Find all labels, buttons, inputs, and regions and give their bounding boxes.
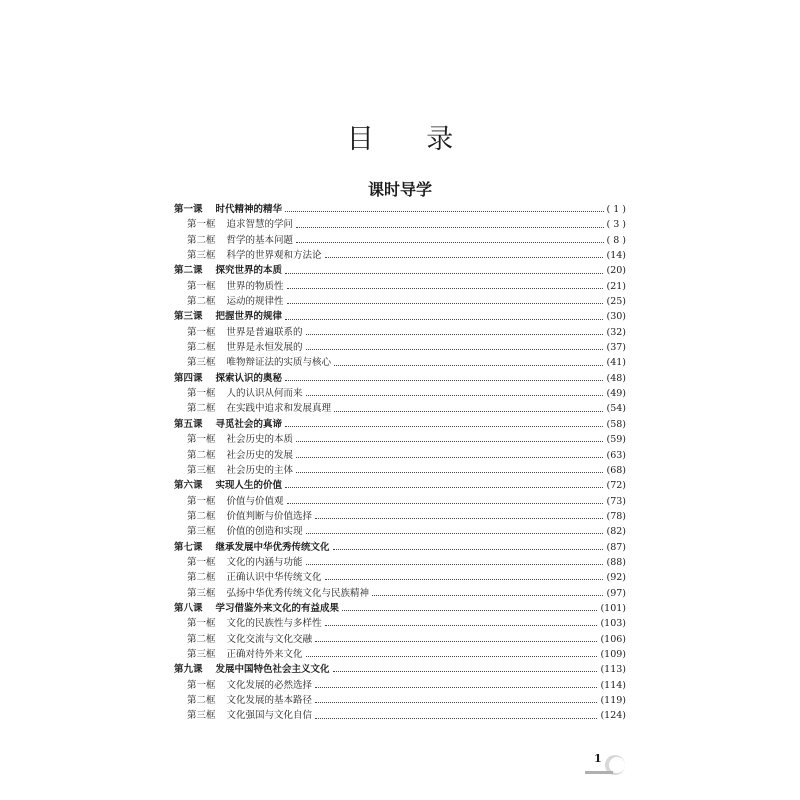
toc-entry-label: [174, 417, 282, 432]
toc-lesson-row: [174, 263, 626, 278]
dot-leader: [285, 273, 603, 274]
toc-entry-title: 运动的规律性: [226, 296, 284, 308]
toc-entry-title: 探究世界的本质: [215, 265, 283, 277]
toc-entry-label: [174, 570, 322, 585]
toc-entry-page: (25): [606, 296, 626, 308]
toc-section-row: [174, 248, 626, 263]
toc-entry-title: 学习借鉴外来文化的有益成果: [215, 602, 340, 614]
toc-entry-page: (32): [606, 326, 626, 338]
dot-leader: [306, 564, 604, 565]
dot-leader: [287, 288, 604, 289]
toc-entry-page: (106): [600, 633, 626, 645]
toc-entry-page: (14): [606, 250, 626, 262]
dot-leader: [342, 610, 597, 611]
toc-entry-number: 第二框: [187, 342, 216, 354]
toc-entry-number: 第七课: [174, 541, 203, 553]
dot-leader: [306, 395, 604, 396]
toc-entry-page: (59): [606, 434, 626, 446]
toc-entry-number: 第一框: [187, 679, 216, 691]
toc-entry-title: 把握世界的规律: [215, 311, 283, 323]
toc-entry-label: [174, 478, 282, 493]
toc-entry-page: (63): [606, 449, 626, 461]
dot-leader: [315, 687, 597, 688]
toc-section-row: [174, 217, 626, 232]
toc-entry-title: 人的认识从何而来: [226, 388, 303, 400]
toc-entry-number: 第一框: [187, 495, 216, 507]
toc-entry-label: [174, 233, 293, 248]
toc-entry-label: [174, 202, 282, 217]
toc-entry-number: 第二框: [187, 572, 216, 584]
toc-entry-title: 价值与价值观: [226, 495, 284, 507]
toc-section-row: [174, 678, 626, 693]
toc-entry-label: [174, 494, 284, 509]
toc-entry-label: [174, 662, 330, 677]
dot-leader: [296, 457, 603, 458]
dot-leader: [296, 472, 603, 473]
toc-entry-number: 第三框: [187, 464, 216, 476]
toc-entry-title: 科学的世界观和方法论: [226, 250, 322, 262]
toc-entry-label: [174, 325, 303, 340]
toc-entry-label: [174, 693, 312, 708]
dot-leader: [296, 227, 603, 228]
toc-entry-label: [174, 616, 322, 631]
toc-entry-number: 第二框: [187, 296, 216, 308]
toc-entry-page: (113): [600, 664, 626, 676]
toc-entry-page: (73): [606, 495, 626, 507]
dot-leader: [333, 549, 604, 550]
toc-entry-label: [174, 386, 303, 401]
toc-entry-page: (78): [606, 510, 626, 522]
toc-entry-label: [174, 309, 282, 324]
toc-section-row: [174, 279, 626, 294]
toc-entry-number: 第一课: [174, 204, 203, 215]
toc-lesson-row: [174, 478, 626, 493]
toc-entry-number: 第二框: [187, 695, 216, 706]
toc-entry-number: 第一框: [187, 219, 216, 231]
toc-entry-number: 第二框: [187, 234, 216, 246]
toc-entry-page: (109): [600, 648, 626, 660]
toc-entry-label: [174, 540, 330, 555]
toc-entry-label: [174, 708, 312, 723]
toc-entry-number: 第三框: [187, 648, 216, 660]
toc-entry-number: 第一框: [187, 556, 216, 568]
toc-section-row: [174, 294, 626, 309]
toc-entry-title: 继承发展中华优秀传统文化: [215, 541, 330, 553]
dot-leader: [306, 334, 604, 335]
toc-entry-number: 第二框: [187, 449, 216, 461]
toc-entry-number: 第三框: [187, 710, 216, 722]
toc-entry-number: 第二课: [174, 265, 203, 277]
dot-leader: [315, 702, 597, 703]
toc-entry-title: 文化交流与文化交融: [226, 633, 313, 645]
toc-entry-page: (72): [606, 480, 626, 492]
toc-title: 目 录: [346, 124, 476, 155]
toc-entry-number: 第二框: [187, 510, 216, 522]
toc-entry-page: (87): [606, 541, 626, 553]
toc-entry-number: 第三框: [187, 526, 216, 538]
toc-entry-title: 世界是永恒发展的: [226, 342, 303, 354]
toc-entry-page: (124): [600, 710, 626, 722]
toc-entry-title: 价值的创造和实现: [226, 526, 303, 538]
dot-leader: [325, 257, 604, 258]
toc-entry-label: [174, 555, 303, 570]
toc-entry-page: (97): [606, 587, 626, 599]
toc-section-row: [174, 616, 626, 631]
dot-leader: [315, 518, 603, 519]
dot-leader: [287, 503, 604, 504]
dot-leader: [285, 211, 603, 212]
toc-entry-number: 第三框: [187, 357, 216, 369]
toc-entry-number: 第一框: [187, 388, 216, 400]
toc-entry-number: 第八课: [174, 602, 203, 614]
toc-entry-page: (30): [606, 311, 626, 323]
toc-entry-title: 社会历史的发展: [226, 449, 294, 461]
toc-entry-title: 追求智慧的学问: [226, 219, 294, 231]
dot-leader: [296, 242, 603, 243]
toc-section-row: [174, 708, 626, 723]
toc-entry-label: [174, 217, 293, 232]
toc-section-row: [174, 463, 626, 478]
toc-entry-page: ( 1 ): [606, 204, 626, 215]
toc-entry-title: 世界是普遍联系的: [226, 326, 303, 338]
toc-entry-label: [174, 509, 312, 524]
table-of-contents: [174, 202, 626, 724]
dot-leader: [306, 533, 604, 534]
toc-lesson-row: [174, 540, 626, 555]
toc-lesson-row: [174, 662, 626, 677]
dot-leader: [285, 319, 603, 320]
toc-section-row: [174, 448, 626, 463]
toc-lesson-row: [174, 309, 626, 324]
toc-lesson-row: [174, 601, 626, 616]
toc-entry-label: [174, 401, 331, 416]
toc-entry-label: [174, 601, 339, 616]
toc-entry-page: (48): [606, 372, 626, 384]
dot-leader: [306, 349, 604, 350]
toc-lesson-row: [174, 371, 626, 386]
toc-entry-title: 哲学的基本问题: [226, 234, 294, 246]
toc-section-row: [174, 693, 626, 708]
dot-leader: [285, 487, 603, 488]
toc-entry-number: 第四课: [174, 372, 203, 384]
toc-entry-label: [174, 463, 293, 478]
toc-entry-number: 第一框: [187, 434, 216, 446]
toc-entry-label: [174, 647, 303, 662]
toc-entry-label: [174, 371, 282, 386]
toc-section-row: [174, 432, 626, 447]
toc-section-row: [174, 386, 626, 401]
toc-entry-title: 世界的物质性: [226, 280, 284, 292]
toc-section-row: [174, 509, 626, 524]
toc-entry-label: [174, 632, 312, 647]
toc-section-row: [174, 586, 626, 601]
toc-entry-title: 正确认识中华传统文化: [226, 572, 322, 584]
page-number-badge: [585, 752, 625, 776]
toc-entry-title: 文化的内涵与功能: [226, 556, 303, 568]
toc-entry-page: (103): [600, 618, 626, 630]
toc-entry-number: 第六课: [174, 480, 203, 492]
page-number: 1: [594, 752, 602, 765]
toc-section-row: [174, 401, 626, 416]
toc-entry-label: [174, 448, 293, 463]
toc-entry-label: [174, 294, 284, 309]
toc-section-row: [174, 632, 626, 647]
toc-entry-title: 文化发展的基本路径: [226, 695, 313, 706]
toc-entry-page: (37): [606, 342, 626, 354]
toc-entry-page: (49): [606, 388, 626, 400]
toc-entry-title: 社会历史的主体: [226, 464, 294, 476]
toc-entry-title: 时代精神的精华: [215, 204, 283, 215]
toc-entry-title: 社会历史的本质: [226, 434, 294, 446]
dot-leader: [306, 656, 598, 657]
toc-entry-number: 第一框: [187, 618, 216, 630]
toc-entry-page: (92): [606, 572, 626, 584]
toc-entry-title: 实现人生的价值: [215, 480, 283, 492]
toc-entry-page: (41): [606, 357, 626, 369]
toc-section-row: [174, 494, 626, 509]
dot-leader: [334, 365, 603, 366]
toc-entry-title: 在实践中追求和发展真理: [226, 403, 332, 415]
toc-entry-page: (88): [606, 556, 626, 568]
dot-leader: [325, 625, 598, 626]
toc-entry-page: (101): [600, 602, 626, 614]
toc-section-row: [174, 355, 626, 370]
toc-entry-title: 文化强国与文化自信: [226, 710, 313, 722]
toc-entry-number: 第三框: [187, 250, 216, 262]
toc-entry-number: 第九课: [174, 664, 203, 676]
toc-section-row: [174, 647, 626, 662]
toc-entry-page: (119): [600, 695, 626, 706]
toc-entry-number: 第一框: [187, 280, 216, 292]
toc-entry-title: 文化发展的必然选择: [226, 679, 313, 691]
toc-entry-page: ( 3 ): [606, 219, 626, 231]
toc-section-row: [174, 524, 626, 539]
toc-entry-label: [174, 432, 293, 447]
toc-entry-page: (114): [600, 679, 626, 691]
toc-entry-label: [174, 263, 282, 278]
toc-entry-label: [174, 248, 322, 263]
toc-section-row: [174, 555, 626, 570]
dot-leader: [296, 441, 603, 442]
toc-entry-number: 第二框: [187, 403, 216, 415]
toc-entry-page: ( 8 ): [606, 234, 626, 246]
toc-entry-title: 探索认识的奥秘: [215, 372, 283, 384]
dot-leader: [285, 426, 603, 427]
dot-leader: [333, 671, 598, 672]
toc-entry-title: 寻觅社会的真谛: [215, 418, 283, 430]
toc-section-row: [174, 325, 626, 340]
toc-entry-title: 唯物辩证法的实质与核心: [226, 357, 332, 369]
dot-leader: [285, 380, 603, 381]
toc-entry-number: 第三课: [174, 311, 203, 323]
toc-entry-label: [174, 524, 303, 539]
toc-entry-page: (21): [606, 280, 626, 292]
toc-lesson-row: [174, 202, 626, 217]
toc-entry-number: 第三框: [187, 587, 216, 599]
toc-entry-label: [174, 586, 369, 601]
toc-entry-label: [174, 678, 312, 693]
toc-entry-number: 第一框: [187, 326, 216, 338]
dot-leader: [315, 718, 597, 719]
toc-lesson-row: [174, 417, 626, 432]
toc-subtitle: 课时导学: [367, 180, 432, 199]
toc-section-row: [174, 570, 626, 585]
toc-entry-page: (68): [606, 464, 626, 476]
dot-leader: [325, 579, 604, 580]
toc-entry-title: 正确对待外来文化: [226, 648, 303, 660]
toc-entry-page: (54): [606, 403, 626, 415]
toc-section-row: [174, 340, 626, 355]
toc-entry-title: 价值判断与价值选择: [226, 510, 313, 522]
toc-entry-label: [174, 279, 284, 294]
toc-entry-title: 弘扬中华优秀传统文化与民族精神: [226, 587, 370, 599]
dot-leader: [334, 411, 603, 412]
toc-entry-label: [174, 355, 331, 370]
toc-entry-page: (20): [606, 265, 626, 277]
toc-entry-label: [174, 340, 303, 355]
toc-entry-title: 文化的民族性与多样性: [226, 618, 322, 630]
toc-entry-number: 第二框: [187, 633, 216, 645]
dot-leader: [372, 595, 603, 596]
toc-entry-title: 发展中国特色社会主义文化: [215, 664, 330, 676]
dot-leader: [287, 303, 604, 304]
dot-leader: [315, 641, 597, 642]
toc-entry-page: (82): [606, 526, 626, 538]
toc-section-row: [174, 233, 626, 248]
toc-entry-number: 第五课: [174, 418, 203, 430]
toc-entry-page: (58): [606, 418, 626, 430]
